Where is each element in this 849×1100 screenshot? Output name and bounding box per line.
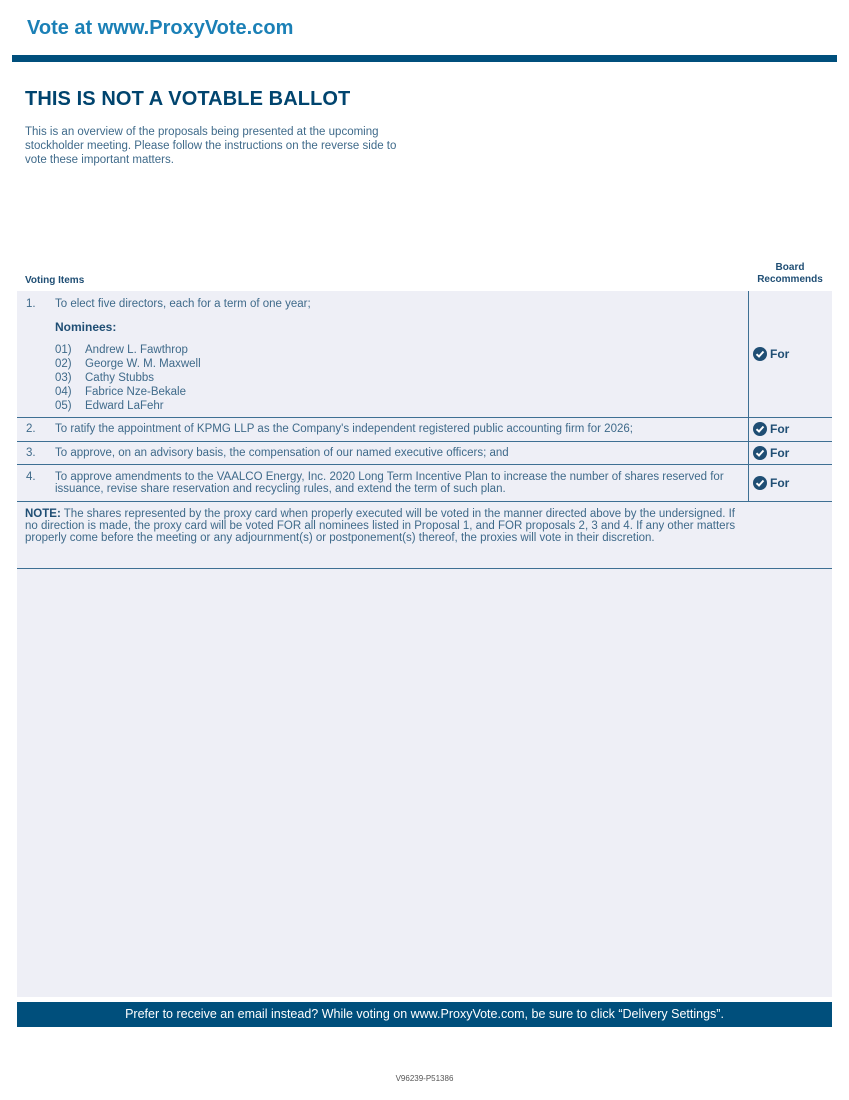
note-label: NOTE: <box>25 508 61 520</box>
nominee-item: 05) Edward LaFehr <box>55 400 164 412</box>
page-title: THIS IS NOT A VOTABLE BALLOT <box>25 88 351 110</box>
proposal-number: 1. <box>26 298 36 310</box>
proposal-number: 3. <box>26 447 36 459</box>
document-code: V96239-P51386 <box>395 1074 454 1083</box>
voting-items-header: Voting Items <box>25 275 85 286</box>
note-divider <box>17 568 832 569</box>
proposal-text: To elect five directors, each for a term of one year; <box>55 298 311 310</box>
nominee-item: 03) Cathy Stubbs <box>55 372 155 384</box>
board-recommends-header: Board Recommends <box>757 262 823 285</box>
check-circle-icon <box>753 422 767 436</box>
nominee-item: 01) Andrew L. Fawthrop <box>55 344 188 356</box>
recommend-for-badge: For <box>753 476 789 490</box>
proposal-row-2 <box>17 418 832 442</box>
proposal-number: 4. <box>26 471 36 483</box>
proposal-row-1 <box>17 291 832 418</box>
board-recommendation-cell <box>748 465 832 501</box>
proposal-number: 2. <box>26 423 36 435</box>
proxyvote-link[interactable]: Vote at www.ProxyVote.com <box>27 17 294 39</box>
check-circle-icon <box>753 476 767 490</box>
note-text <box>25 508 750 544</box>
intro-text: This is an overview of the proposals being presented at the upcoming stockholder meeting. Please follow the instructions on the reverse side to vote these important matters. <box>25 126 397 166</box>
recommend-for-badge: For <box>753 446 789 460</box>
check-circle-icon <box>753 446 767 460</box>
proposal-text: To approve, on an advisory basis, the compensation of our named executive officers; and <box>55 447 509 459</box>
nominees-label: Nominees: <box>55 320 117 334</box>
board-recommendation-cell <box>748 442 832 464</box>
header-rule <box>12 55 837 62</box>
nominee-item: 02) George W. M. Maxwell <box>55 358 201 370</box>
proposal-text: To approve amendments to the VAALCO Energy, Inc. 2020 Long Term Incentive Plan to increase the number of shares reserved for issuance, revise share reservation and recycling rules, and extend the term of such plan. <box>55 471 724 495</box>
note-body: The shares represented by the proxy card when properly executed will be voted in the manner directed above by the undersigned. If no direction is made, the proxy card will be voted FOR all nominees listed in Proposal 1, and FOR proposals 2, 3 and 4. If any other matters properly come before the meeting or any adjournment(s) or postponement(s) thereof, the proxies will vote in their discretion. <box>25 508 736 544</box>
proposal-row-4 <box>17 465 832 502</box>
nominee-item: 04) Fabrice Nze-Bekale <box>55 386 186 398</box>
email-delivery-banner: Prefer to receive an email instead? While voting on www.ProxyVote.com, be sure to click “Delivery Settings”. <box>17 1002 832 1027</box>
board-recommendation-cell <box>748 291 832 417</box>
board-recommendation-cell <box>748 418 832 441</box>
recommend-for-badge: For <box>753 422 789 436</box>
proposal-row-3 <box>17 442 832 465</box>
recommend-for-badge: For <box>753 347 789 361</box>
check-circle-icon <box>753 347 767 361</box>
proposal-text: To ratify the appointment of KPMG LLP as the Company's independent registered public accounting firm for 2026; <box>55 423 633 435</box>
